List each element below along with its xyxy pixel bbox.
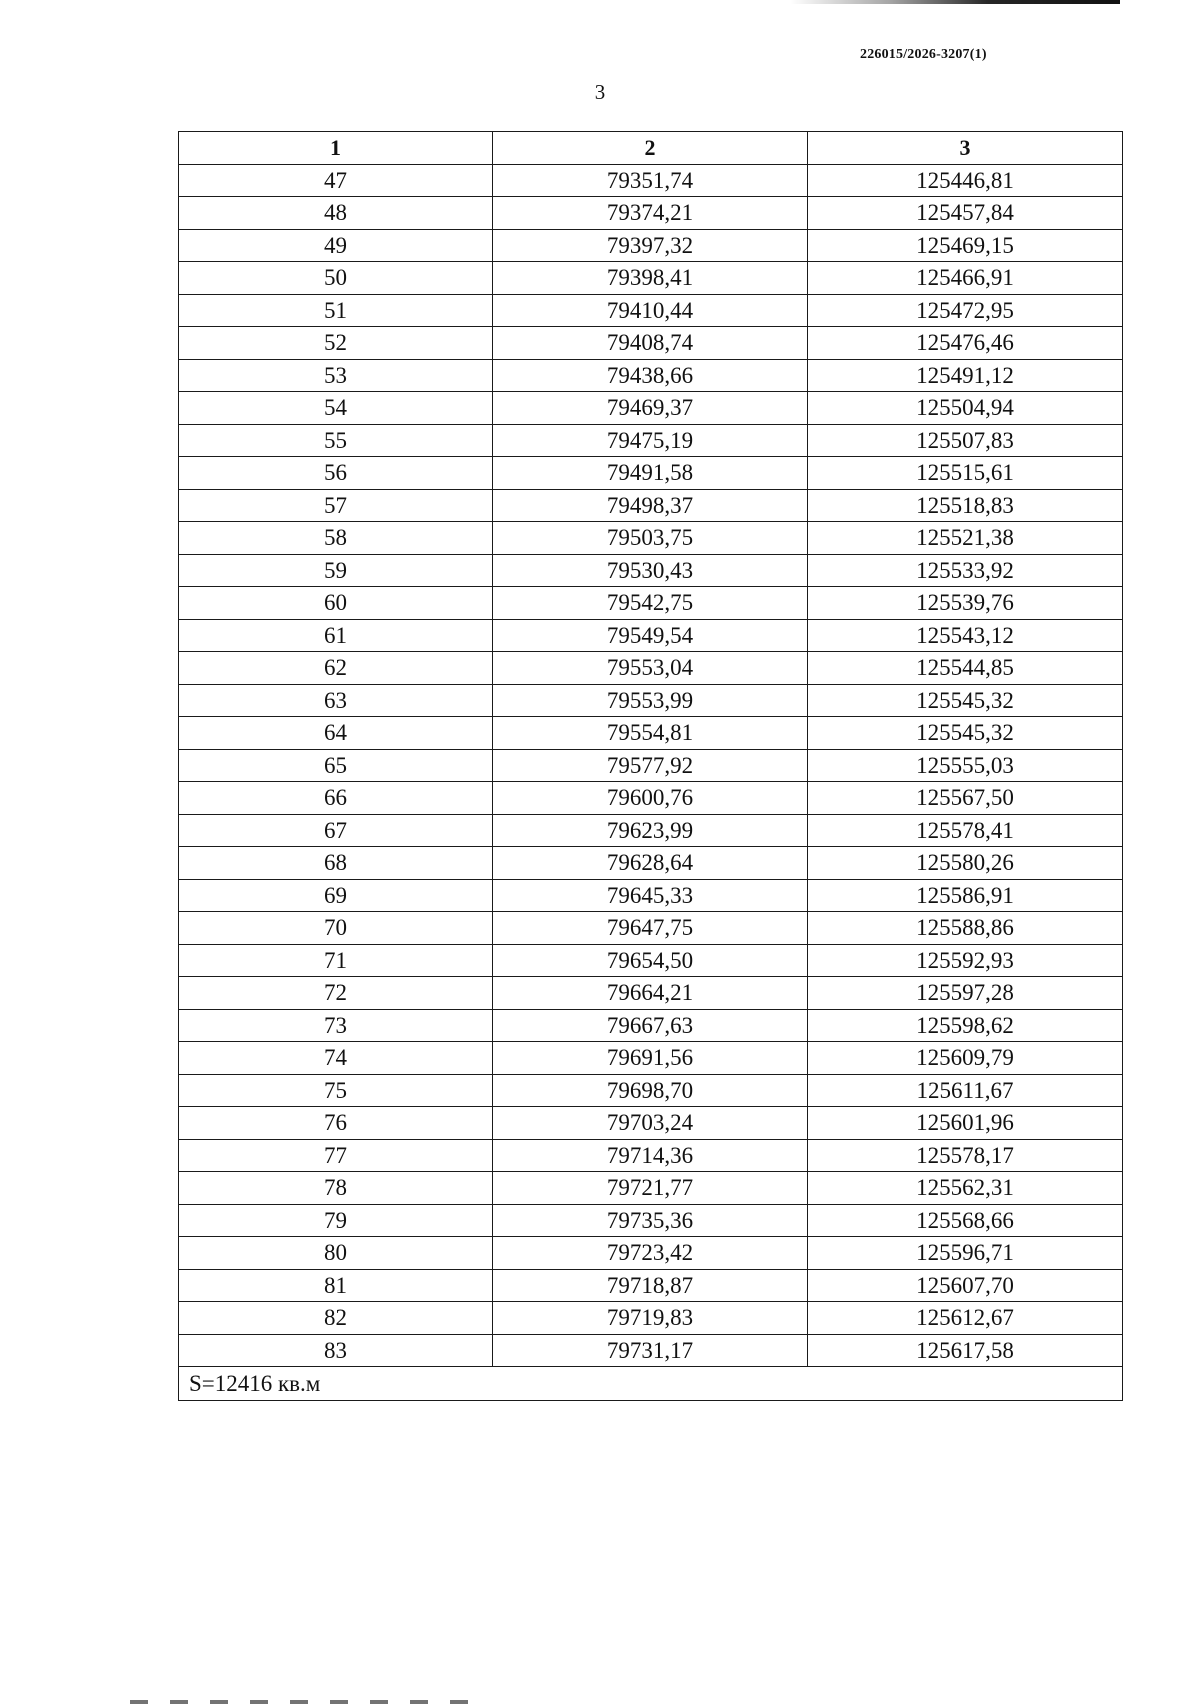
coordinates-table: [178, 131, 1123, 1401]
table-row: [179, 977, 1123, 1010]
cell-point-number: 76: [179, 1107, 493, 1140]
area-total: S=12416 кв.м: [179, 1367, 1123, 1401]
cell-y-coordinate: 125596,71: [808, 1237, 1123, 1270]
table-row: [179, 717, 1123, 750]
cell-point-number: 75: [179, 1074, 493, 1107]
cell-y-coordinate: 125507,83: [808, 424, 1123, 457]
table-row: [179, 294, 1123, 327]
table-row: [179, 879, 1123, 912]
table-row: [179, 262, 1123, 295]
cell-y-coordinate: 125617,58: [808, 1334, 1123, 1367]
table-body: [179, 164, 1123, 1367]
cell-point-number: 83: [179, 1334, 493, 1367]
cell-y-coordinate: 125543,12: [808, 619, 1123, 652]
cell-x-coordinate: 79664,21: [493, 977, 808, 1010]
cell-point-number: 47: [179, 164, 493, 197]
cell-y-coordinate: 125446,81: [808, 164, 1123, 197]
cell-y-coordinate: 125588,86: [808, 912, 1123, 945]
table-row: [179, 912, 1123, 945]
cell-x-coordinate: 79438,66: [493, 359, 808, 392]
cell-point-number: 68: [179, 847, 493, 880]
table-row: [179, 392, 1123, 425]
cell-point-number: 63: [179, 684, 493, 717]
table-row: [179, 1009, 1123, 1042]
cell-y-coordinate: 125598,62: [808, 1009, 1123, 1042]
cell-x-coordinate: 79530,43: [493, 554, 808, 587]
cell-x-coordinate: 79719,83: [493, 1302, 808, 1335]
table-row: [179, 944, 1123, 977]
table-row: [179, 327, 1123, 360]
cell-x-coordinate: 79623,99: [493, 814, 808, 847]
cell-point-number: 73: [179, 1009, 493, 1042]
table-row: [179, 1237, 1123, 1270]
cell-point-number: 81: [179, 1269, 493, 1302]
cell-point-number: 82: [179, 1302, 493, 1335]
cell-point-number: 58: [179, 522, 493, 555]
cell-y-coordinate: 125578,17: [808, 1139, 1123, 1172]
table-header-row: [179, 132, 1123, 165]
table-row: [179, 424, 1123, 457]
cell-y-coordinate: 125592,93: [808, 944, 1123, 977]
table-row: [179, 749, 1123, 782]
table-row: [179, 554, 1123, 587]
cell-point-number: 67: [179, 814, 493, 847]
page-number: 3: [594, 80, 606, 104]
cell-y-coordinate: 125607,70: [808, 1269, 1123, 1302]
cell-point-number: 51: [179, 294, 493, 327]
table-row: [179, 1042, 1123, 1075]
cell-y-coordinate: 125567,50: [808, 782, 1123, 815]
cell-x-coordinate: 79553,04: [493, 652, 808, 685]
cell-x-coordinate: 79600,76: [493, 782, 808, 815]
cell-x-coordinate: 79723,42: [493, 1237, 808, 1270]
cell-point-number: 50: [179, 262, 493, 295]
cell-y-coordinate: 125597,28: [808, 977, 1123, 1010]
cell-point-number: 57: [179, 489, 493, 522]
table-row: [179, 782, 1123, 815]
cell-x-coordinate: 79647,75: [493, 912, 808, 945]
cell-y-coordinate: 125612,67: [808, 1302, 1123, 1335]
cell-x-coordinate: 79491,58: [493, 457, 808, 490]
table-row: [179, 1334, 1123, 1367]
cell-point-number: 48: [179, 197, 493, 230]
cell-y-coordinate: 125544,85: [808, 652, 1123, 685]
cell-x-coordinate: 79374,21: [493, 197, 808, 230]
header-x-coordinate: 2: [493, 132, 808, 165]
scan-bottom-edge-mark: [130, 1700, 490, 1704]
cell-point-number: 74: [179, 1042, 493, 1075]
cell-point-number: 56: [179, 457, 493, 490]
cell-x-coordinate: 79398,41: [493, 262, 808, 295]
cell-x-coordinate: 79714,36: [493, 1139, 808, 1172]
cell-y-coordinate: 125586,91: [808, 879, 1123, 912]
cell-x-coordinate: 79718,87: [493, 1269, 808, 1302]
cell-point-number: 60: [179, 587, 493, 620]
table-row: [179, 619, 1123, 652]
cell-x-coordinate: 79628,64: [493, 847, 808, 880]
cell-point-number: 49: [179, 229, 493, 262]
cell-y-coordinate: 125545,32: [808, 684, 1123, 717]
cell-x-coordinate: 79475,19: [493, 424, 808, 457]
cell-point-number: 65: [179, 749, 493, 782]
area-row: [179, 1367, 1123, 1401]
cell-y-coordinate: 125491,12: [808, 359, 1123, 392]
table-row: [179, 197, 1123, 230]
cell-y-coordinate: 125521,38: [808, 522, 1123, 555]
cell-point-number: 79: [179, 1204, 493, 1237]
cell-y-coordinate: 125515,61: [808, 457, 1123, 490]
table-row: [179, 814, 1123, 847]
table-row: [179, 1302, 1123, 1335]
cell-x-coordinate: 79553,99: [493, 684, 808, 717]
cell-y-coordinate: 125533,92: [808, 554, 1123, 587]
table-row: [179, 847, 1123, 880]
cell-y-coordinate: 125555,03: [808, 749, 1123, 782]
table-row: [179, 1107, 1123, 1140]
cell-x-coordinate: 79410,44: [493, 294, 808, 327]
table-row: [179, 1269, 1123, 1302]
cell-point-number: 77: [179, 1139, 493, 1172]
cell-y-coordinate: 125568,66: [808, 1204, 1123, 1237]
cell-x-coordinate: 79577,92: [493, 749, 808, 782]
table-row: [179, 522, 1123, 555]
cell-x-coordinate: 79698,70: [493, 1074, 808, 1107]
cell-y-coordinate: 125457,84: [808, 197, 1123, 230]
cell-y-coordinate: 125466,91: [808, 262, 1123, 295]
table-row: [179, 229, 1123, 262]
table-row: [179, 359, 1123, 392]
table-row: [179, 1204, 1123, 1237]
table-row: [179, 489, 1123, 522]
cell-y-coordinate: 125476,46: [808, 327, 1123, 360]
cell-x-coordinate: 79408,74: [493, 327, 808, 360]
cell-point-number: 61: [179, 619, 493, 652]
table-row: [179, 1172, 1123, 1205]
cell-point-number: 53: [179, 359, 493, 392]
cell-x-coordinate: 79503,75: [493, 522, 808, 555]
cell-point-number: 69: [179, 879, 493, 912]
cell-point-number: 59: [179, 554, 493, 587]
table-row: [179, 1074, 1123, 1107]
cell-point-number: 52: [179, 327, 493, 360]
cell-y-coordinate: 125562,31: [808, 1172, 1123, 1205]
header-point-number: 1: [179, 132, 493, 165]
cell-y-coordinate: 125611,67: [808, 1074, 1123, 1107]
cell-x-coordinate: 79549,54: [493, 619, 808, 652]
cell-point-number: 70: [179, 912, 493, 945]
cell-y-coordinate: 125518,83: [808, 489, 1123, 522]
cell-x-coordinate: 79554,81: [493, 717, 808, 750]
cell-y-coordinate: 125504,94: [808, 392, 1123, 425]
cell-x-coordinate: 79351,74: [493, 164, 808, 197]
cell-y-coordinate: 125609,79: [808, 1042, 1123, 1075]
cell-point-number: 71: [179, 944, 493, 977]
table-row: [179, 587, 1123, 620]
cell-y-coordinate: 125469,15: [808, 229, 1123, 262]
cell-point-number: 62: [179, 652, 493, 685]
table-row: [179, 652, 1123, 685]
cell-y-coordinate: 125472,95: [808, 294, 1123, 327]
cell-x-coordinate: 79735,36: [493, 1204, 808, 1237]
table-row: [179, 1139, 1123, 1172]
cell-y-coordinate: 125580,26: [808, 847, 1123, 880]
table-row: [179, 457, 1123, 490]
document-id: 226015/2026-3207(1): [860, 47, 987, 62]
cell-point-number: 55: [179, 424, 493, 457]
cell-x-coordinate: 79498,37: [493, 489, 808, 522]
cell-x-coordinate: 79654,50: [493, 944, 808, 977]
cell-x-coordinate: 79397,32: [493, 229, 808, 262]
cell-point-number: 78: [179, 1172, 493, 1205]
cell-x-coordinate: 79721,77: [493, 1172, 808, 1205]
cell-x-coordinate: 79703,24: [493, 1107, 808, 1140]
cell-x-coordinate: 79731,17: [493, 1334, 808, 1367]
header-y-coordinate: 3: [808, 132, 1123, 165]
table-row: [179, 684, 1123, 717]
cell-point-number: 54: [179, 392, 493, 425]
cell-point-number: 64: [179, 717, 493, 750]
cell-x-coordinate: 79645,33: [493, 879, 808, 912]
cell-x-coordinate: 79542,75: [493, 587, 808, 620]
scan-top-edge-mark: [790, 0, 1120, 4]
cell-point-number: 66: [179, 782, 493, 815]
cell-y-coordinate: 125601,96: [808, 1107, 1123, 1140]
cell-point-number: 72: [179, 977, 493, 1010]
cell-x-coordinate: 79469,37: [493, 392, 808, 425]
cell-point-number: 80: [179, 1237, 493, 1270]
table-row: [179, 164, 1123, 197]
cell-y-coordinate: 125578,41: [808, 814, 1123, 847]
cell-y-coordinate: 125539,76: [808, 587, 1123, 620]
cell-x-coordinate: 79667,63: [493, 1009, 808, 1042]
cell-y-coordinate: 125545,32: [808, 717, 1123, 750]
cell-x-coordinate: 79691,56: [493, 1042, 808, 1075]
